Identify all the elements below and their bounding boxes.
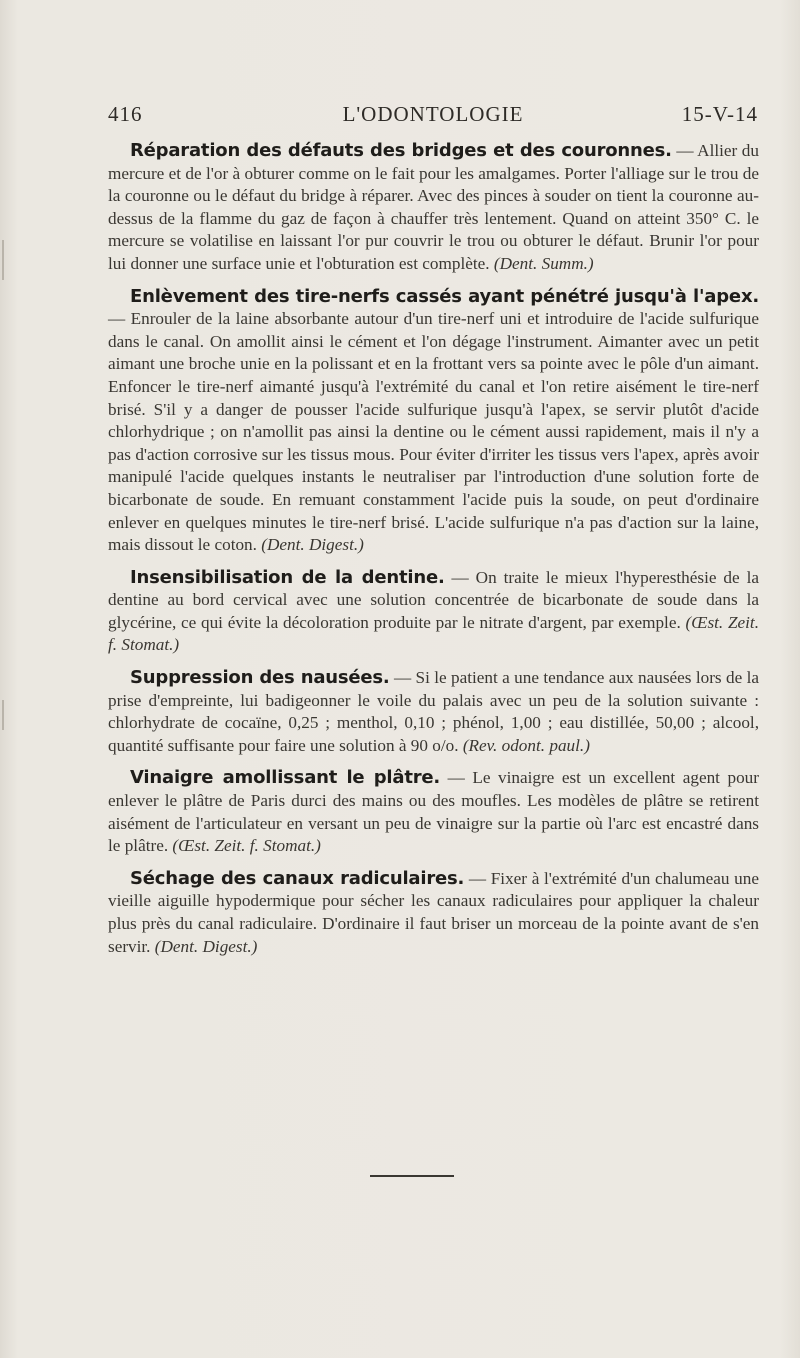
article-source: (Dent. Summ.) [493,253,594,273]
article-paragraph [108,140,759,276]
article-text: — On traite le mieux l'hyperesthésie de la dentine au bord cervical avec une solution concentrée de bicarbonate de soude dans la glycérine, ce qui évite la décoloration produite par le nitrate d'argent, par exemple. [108,567,759,632]
article-source: (Œst. Zeit. f. Stomat.) [172,836,321,856]
article-heading: Suppression des nausées. [130,667,390,689]
article-heading: Réparation des défauts des bridges et des couronnes. [130,140,672,161]
journal-title: L'ODONTOLOGIE [342,102,524,126]
article-text: — Enrouler de la laine absorbante autour d'un tire-nerf uni et introduire de l'acide sulfurique dans le canal. On amollit ainsi le cément et l'on dégage l'instrument. Aimanter avec un petit aimant une broche unie en la polissant et en la frottant vers sa pointe avec le pôle d'un aimant. Enfoncer le tire-nerf aimanté jusqu'à l'extrémité du canal et l'on retire aisément le tire-nerf brisé. S'il y a danger de pousser l'acide sulfurique jusqu'à l'apex, se servir plutôt d'acide chlorhydrique ; on n'amollit pas ainsi la dentine ou le cément aussi rapidement, mais il n'y a pas d'action corrosive sur les tissus mous. Pour éviter d'irriter les tissus vers l'apex, après avoir manipulé l'acide quelques instants le neutraliser par l'introduction d'une solution forte de bicarbonate de soude. En remuant constamment l'acide puis la soude, on peut d'ordinaire enlever en quelques minutes le tire-nerf brisé. L'acide sulfurique n'a pas d'action sur la laine, mais dissout le coton. [108,309,759,555]
issue-date: 15-V-14 [681,102,758,126]
article-text: — Allier du mercure et de l'or à obturer comme on le fait pour les amalgames. Porter l'alliage sur le trou de la couronne ou le défaut du bridge à réparer. Avec des pinces à souder on tient la couronne au-dessus de la flamme du gaz de façon à chauffer très lentement. Quand on atteint 350° C. le mercure se volatilise en laissant l'or pur couvrir le trou ou obturer le défaut. Brunir l'or pour lui donner une surface unie et l'obturation est complète. [108,141,759,273]
article-text: — Fixer à l'extrémité d'un chalumeau une vieille aiguille hypodermique pour sécher les canaux radiculaires pour appliquer la chaleur plus près du canal radiculaire. D'ordinaire il faut briser un morceau de la pointe avant de s'en servir. [108,868,759,956]
article-body [108,140,759,968]
article-paragraph [108,767,759,857]
article-source: (Dent. Digest.) [261,535,364,555]
page-number: 416 [108,102,143,126]
article-heading: Enlèvement des tire-nerfs cassés ayant pénétré jusqu'à l'apex. [130,285,759,307]
article-heading: Insensibilisation de la dentine. [130,566,445,588]
article-paragraph [108,868,759,958]
margin-mark [2,700,4,730]
running-header [108,100,758,130]
end-rule [370,1175,454,1177]
article-text: — Si le patient a une tendance aux nausées lors de la prise d'empreinte, lui badigeonner le voile du palais avec un peu de la solution suivante : chlorhydrate de cocaïne, 0,25 ; menthol, 0,10 ; phénol, 1,00 ; eau distillée, 50,00 ; alcool, quantité suffisante pour faire une solution à 90 o/o. [108,668,759,755]
article-paragraph [108,567,759,657]
article-paragraph [108,667,759,757]
article-paragraph [108,286,759,557]
article-heading: Séchage des canaux radiculaires. [130,867,465,889]
article-source: (Œst. Zeit. f. Stomat.) [108,612,759,655]
margin-mark [2,240,4,280]
article-heading: Vinaigre amollissant le plâtre. [130,767,441,789]
article-text: — Le vinaigre est un excellent agent pour enlever le plâtre de Paris durci des mains ou des moufles. Les modèles de plâtre se retirent aisément de l'articulateur en versant un peu de vinaigre sur la partie où l'arc est encastré dans le plâtre. [108,768,759,856]
article-source: (Dent. Digest.) [154,936,258,956]
article-source: (Rev. odont. paul.) [462,735,590,755]
